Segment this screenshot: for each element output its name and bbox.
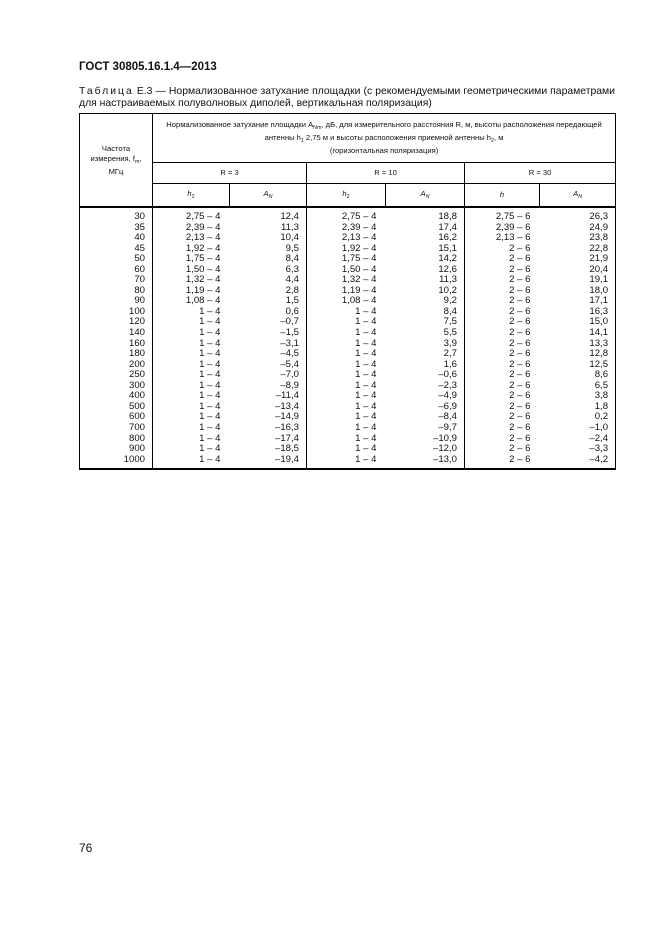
table-cell: 12,6 — [386, 265, 465, 276]
table-cell: 1 – 4 — [199, 443, 221, 455]
table-cell: –10,9 — [386, 433, 465, 444]
table-cell: 800 — [80, 433, 153, 444]
table-body — [80, 207, 616, 469]
table-cell: 24,9 — [540, 223, 616, 234]
table-cell: 900 — [80, 444, 153, 455]
table-cell: 11,3 — [230, 223, 307, 234]
table-cell: 17,4 — [386, 223, 465, 234]
distance-header-r30: R = 30 — [465, 163, 616, 184]
caption-text: Е.3 — Нормализованное затухание площадки (с рекомендуемыми геометрическими параметрами для настраиваемых полуволновых диполей, вертикальная поляризация) — [79, 86, 615, 109]
table-cell: –1,5 — [230, 328, 307, 339]
table-row — [80, 444, 616, 455]
table-cell: 26,3 — [540, 207, 616, 223]
table-cell: –4,2 — [540, 455, 616, 470]
table-cell: 1,19 – 4 — [341, 284, 377, 296]
table-cell: 18,0 — [540, 286, 616, 297]
table-cell: –3,1 — [230, 339, 307, 350]
table-cell: 70 — [80, 275, 153, 286]
table-cell: 2 – 6 — [509, 242, 531, 254]
table-cell: 2 – 6 — [509, 253, 531, 265]
table-cell: 1,08 – 4 — [185, 295, 221, 307]
column-header-h2-r3: $h_2$ — [153, 184, 230, 208]
table-cell: 600 — [80, 412, 153, 423]
table-cell: 2 – 6 — [509, 316, 531, 328]
page-number: 76 — [79, 841, 93, 855]
table-cell: 1 – 4 — [355, 369, 377, 381]
table-row — [80, 370, 616, 381]
table-cell: –11,4 — [230, 391, 307, 402]
table-cell: 1,75 – 4 — [341, 253, 377, 265]
table-cell: 700 — [80, 423, 153, 434]
table-cell: 100 — [80, 307, 153, 318]
table-cell: 1 – 4 — [199, 337, 221, 349]
table-cell: 2 – 6 — [509, 295, 531, 307]
table-cell: 1,32 – 4 — [185, 274, 221, 286]
table-cell: 2,39 – 4 — [341, 221, 377, 233]
table-cell: 21,9 — [540, 254, 616, 265]
table-cell: 9,2 — [386, 296, 465, 307]
table-cell: 17,1 — [540, 296, 616, 307]
table-cell: 50 — [80, 254, 153, 265]
table-cell: 2,39 – 6 — [495, 221, 531, 233]
table-cell: 1,08 – 4 — [341, 295, 377, 307]
table-cell: 2 – 6 — [509, 421, 531, 433]
table-cell: 1 – 4 — [199, 390, 221, 402]
table-cell: 0,2 — [540, 412, 616, 423]
table-cell: 1,32 – 4 — [341, 274, 377, 286]
table-cell: 35 — [80, 223, 153, 234]
table-cell: 22,8 — [540, 244, 616, 255]
table-cell: 11,3 — [386, 275, 465, 286]
table-cell: 7,5 — [386, 317, 465, 328]
table-cell: 30 — [80, 207, 153, 223]
table-cell: 1 – 4 — [355, 337, 377, 349]
table-cell: 1,6 — [386, 360, 465, 371]
table-cell: 6,3 — [230, 265, 307, 276]
table-cell: –2,3 — [386, 381, 465, 392]
table-row — [80, 317, 616, 328]
table-cell: 12,5 — [540, 360, 616, 371]
table-row — [80, 296, 616, 307]
table-cell: –14,9 — [230, 412, 307, 423]
table-cell: –9,7 — [386, 423, 465, 434]
table-cell: –16,3 — [230, 423, 307, 434]
table-cell: –17,4 — [230, 433, 307, 444]
table-cell: 80 — [80, 286, 153, 297]
table-cell: 9,5 — [230, 244, 307, 255]
table-cell: 8,4 — [230, 254, 307, 265]
table-cell: 1,19 – 4 — [185, 284, 221, 296]
table-cell: 14,1 — [540, 328, 616, 339]
table-cell: –12,0 — [386, 444, 465, 455]
table-cell: 13,3 — [540, 339, 616, 350]
column-header-h2-r10: $h_2$ — [307, 184, 386, 208]
table-cell: 3,8 — [540, 391, 616, 402]
table-cell: 1 – 4 — [355, 327, 377, 339]
table-cell: 60 — [80, 265, 153, 276]
table-cell: 1,75 – 4 — [185, 253, 221, 265]
table-cell: 0,6 — [230, 307, 307, 318]
table-row — [80, 433, 616, 444]
table-cell: 12,4 — [230, 207, 307, 223]
table-cell: 120 — [80, 317, 153, 328]
table-cell: 1 – 4 — [355, 348, 377, 360]
table-cell: 10,2 — [386, 286, 465, 297]
column-header-an-r10: $A_N$ — [386, 184, 465, 208]
table-cell: 1 – 4 — [199, 400, 221, 412]
table-cell: 20,4 — [540, 265, 616, 276]
table-cell: –18,5 — [230, 444, 307, 455]
table-cell: 5,5 — [386, 328, 465, 339]
table-cell: 1 – 4 — [199, 358, 221, 370]
table-cell: 300 — [80, 381, 153, 392]
table-cell: 2 – 6 — [509, 274, 531, 286]
table-cell: 2,39 – 4 — [185, 221, 221, 233]
frequency-header: Частота измерения, $f_m$, МГц — [80, 114, 153, 208]
table-row — [80, 455, 616, 470]
table-cell: 2 – 6 — [509, 348, 531, 360]
table-row — [80, 423, 616, 434]
table-cell: 6,5 — [540, 381, 616, 392]
table-cell: 1 – 4 — [355, 443, 377, 455]
table-cell: 2 – 6 — [509, 358, 531, 370]
table-cell: 40 — [80, 233, 153, 244]
table-cell: –0,7 — [230, 317, 307, 328]
table-cell: –6,9 — [386, 402, 465, 413]
table-cell: 8,4 — [386, 307, 465, 318]
table-cell: –8,4 — [386, 412, 465, 423]
table-cell: 1 – 4 — [355, 400, 377, 412]
table-cell: 1,92 – 4 — [341, 242, 377, 254]
table-cell: 1 – 4 — [153, 455, 230, 470]
table-cell: 1 – 4 — [355, 432, 377, 444]
table-cell: 1,5 — [230, 296, 307, 307]
table-cell: 2 – 6 — [509, 411, 531, 423]
table-cell: –2,4 — [540, 433, 616, 444]
attenuation-main-header: Нормализованное затухание площадки $A_{Nm}$, дБ, для измерительного расстояния R, м, высоты расположения передающей антенны $h_1$ 2,75 м и высоты расположения приемной антенны $h_2$, м (горизонтальная поляризация) — [153, 114, 616, 163]
table-cell: 19,1 — [540, 275, 616, 286]
table-cell: 1 – 4 — [355, 390, 377, 402]
table-row — [80, 381, 616, 392]
table-cell: 2,13 – 6 — [495, 232, 531, 244]
table-cell: 1 – 4 — [355, 379, 377, 391]
table-cell: 2,7 — [386, 349, 465, 360]
distance-header-r10: R = 10 — [307, 163, 465, 184]
table-cell: 10,4 — [230, 233, 307, 244]
table-cell: –0,6 — [386, 370, 465, 381]
attenuation-table — [79, 113, 616, 470]
table-cell: 1 – 4 — [199, 411, 221, 423]
table-cell: 1,92 – 4 — [185, 242, 221, 254]
table-cell: 2,75 – 4 — [185, 211, 221, 223]
table-row — [80, 402, 616, 413]
standard-title: ГОСТ 30805.16.1.4—2013 — [79, 61, 217, 73]
table-cell: –4,9 — [386, 391, 465, 402]
table-cell: 16,2 — [386, 233, 465, 244]
table-cell: 15,1 — [386, 244, 465, 255]
table-cell: 1 – 4 — [199, 369, 221, 381]
table-cell: –13,4 — [230, 402, 307, 413]
table-cell: 12,8 — [540, 349, 616, 360]
table-cell: 2,75 – 6 — [495, 211, 531, 223]
table-cell: 8,6 — [540, 370, 616, 381]
table-row — [80, 360, 616, 371]
table-cell: 1 – 4 — [199, 327, 221, 339]
table-cell: 250 — [80, 370, 153, 381]
table-cell: 1 – 4 — [355, 316, 377, 328]
table-row — [80, 307, 616, 318]
table-cell: 2 – 6 — [509, 305, 531, 317]
table-row — [80, 349, 616, 360]
column-header-an-r3: $A_N$ — [230, 184, 307, 208]
table-cell: 1 – 4 — [199, 316, 221, 328]
table-cell: 140 — [80, 328, 153, 339]
table-cell: 15,0 — [540, 317, 616, 328]
table-cell: 1 – 4 — [307, 455, 386, 470]
table-cell: 1,50 – 4 — [341, 263, 377, 275]
table-cell: 2 – 6 — [509, 400, 531, 412]
table-cell: 160 — [80, 339, 153, 350]
table-cell: 180 — [80, 349, 153, 360]
table-cell: 1 – 4 — [355, 411, 377, 423]
distance-header-r3: R = 3 — [153, 163, 307, 184]
table-cell: 1 – 4 — [355, 358, 377, 370]
table-cell: –3,3 — [540, 444, 616, 455]
caption-label: Таблица — [79, 86, 134, 97]
table-cell: 400 — [80, 391, 153, 402]
table-cell: 1 – 4 — [199, 432, 221, 444]
table-row — [80, 339, 616, 350]
table-cell: 2 – 6 — [509, 432, 531, 444]
table-row — [80, 412, 616, 423]
table-cell: 1 – 4 — [199, 348, 221, 360]
table-cell: 500 — [80, 402, 153, 413]
table-cell: –8,9 — [230, 381, 307, 392]
table-cell: 45 — [80, 244, 153, 255]
table-cell: 1,8 — [540, 402, 616, 413]
table-row — [80, 391, 616, 402]
table-cell: 2,8 — [230, 286, 307, 297]
table-cell: 1 – 4 — [199, 421, 221, 433]
table-cell: 2 – 6 — [509, 327, 531, 339]
table-cell: 14,2 — [386, 254, 465, 265]
table-cell: –1,0 — [540, 423, 616, 434]
table-cell: 2,13 – 4 — [341, 232, 377, 244]
table-cell: 1 – 4 — [199, 379, 221, 391]
table-cell: 2,13 – 4 — [185, 232, 221, 244]
table-row — [80, 207, 616, 223]
table-cell: –4,5 — [230, 349, 307, 360]
table-cell: 2 – 6 — [509, 284, 531, 296]
column-header-an-r30: $A_N$ — [540, 184, 616, 208]
table-cell: 1 – 4 — [355, 305, 377, 317]
table-cell: 3,9 — [386, 339, 465, 350]
table-cell: 2 – 6 — [509, 443, 531, 455]
table-cell: 1000 — [80, 455, 153, 470]
table-cell: 2 – 6 — [509, 337, 531, 349]
table-caption — [79, 86, 615, 110]
table-cell: 1,50 – 4 — [185, 263, 221, 275]
table-cell: –7,0 — [230, 370, 307, 381]
table-cell: –13,0 — [386, 455, 465, 470]
table-cell: 2 – 6 — [509, 390, 531, 402]
table-cell: 2 – 6 — [509, 369, 531, 381]
table-cell: 4,4 — [230, 275, 307, 286]
table-cell: 2,75 – 4 — [341, 211, 377, 223]
table-cell: 200 — [80, 360, 153, 371]
table-row — [80, 328, 616, 339]
table-cell: 90 — [80, 296, 153, 307]
table-cell: 16,3 — [540, 307, 616, 318]
table-cell: 1 – 4 — [355, 421, 377, 433]
column-header-h-r30: h — [465, 184, 540, 208]
table-cell: 23,8 — [540, 233, 616, 244]
table-cell: 2 – 6 — [509, 379, 531, 391]
table-cell: 2 – 6 — [465, 455, 540, 470]
table-cell: 2 – 6 — [509, 263, 531, 275]
table-cell: 18,8 — [386, 207, 465, 223]
table-cell: –19,4 — [230, 455, 307, 470]
table-cell: 1 – 4 — [199, 305, 221, 317]
table-cell: –5,4 — [230, 360, 307, 371]
